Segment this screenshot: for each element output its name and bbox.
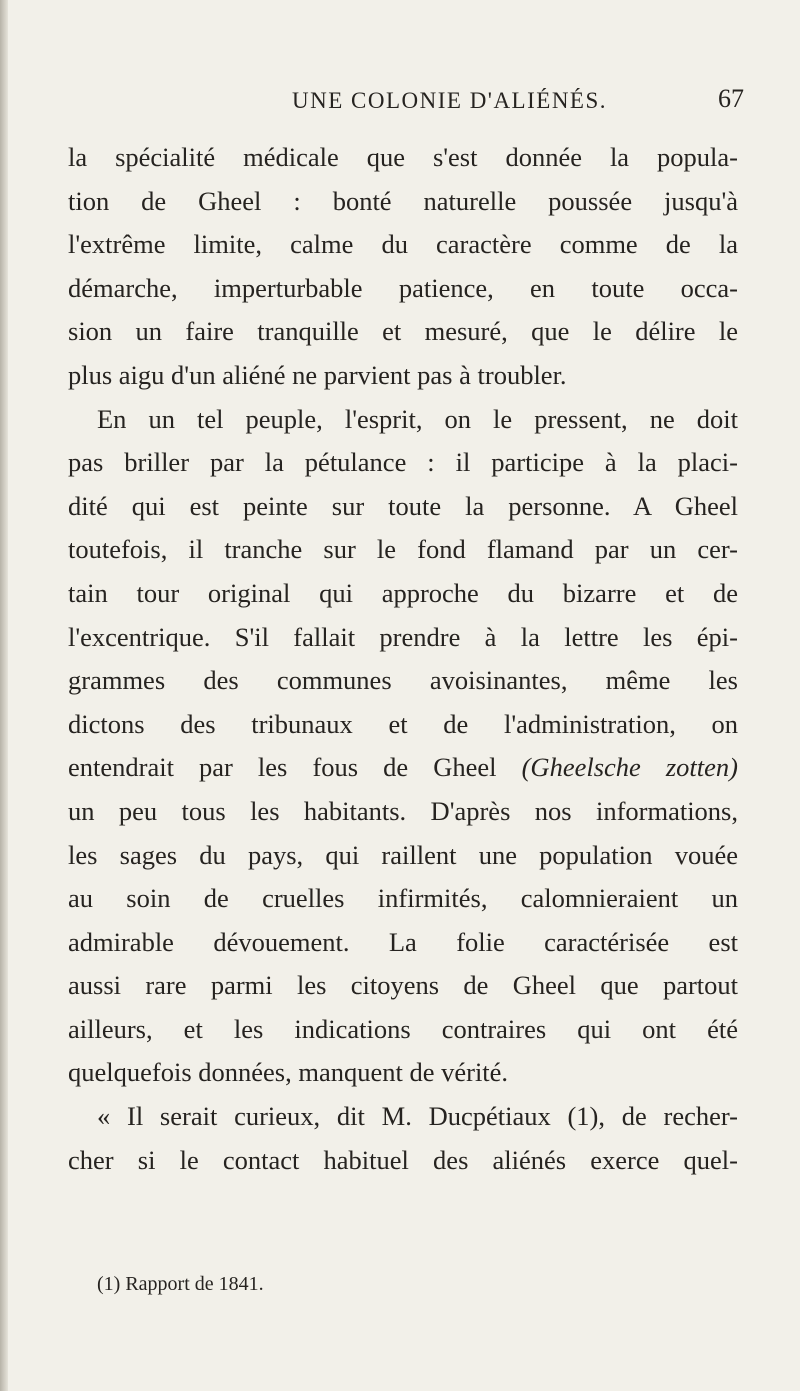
text-line: aussi rare parmi les citoyens de Gheel que partout: [68, 970, 738, 1001]
text-line: la spécialité médicale que s'est donnée la popula-: [68, 142, 738, 172]
text-line: sion un faire tranquille et mesuré, que le délire le: [68, 316, 738, 347]
text-line: l'extrême limite, calme du caractère comme de la: [68, 229, 738, 260]
text-line: les sages du pays, qui raillent une population vouée: [68, 839, 738, 870]
text-line: cher si le contact habituel des aliénés exerce quel-: [68, 1144, 738, 1175]
text-line: un peu tous les habitants. D'après nos informations,: [68, 795, 738, 826]
text-line: au soin de cruelles infirmités, calomnieraient un: [68, 883, 738, 914]
italic-phrase: (Gheelsche zotten): [521, 752, 738, 783]
text-line: ailleurs, et les indications contraires qui ont été: [68, 1013, 738, 1044]
text-line: démarche, imperturbable patience, en toute occa-: [68, 272, 738, 303]
text-line: tion de Gheel : bonté naturelle poussée jusqu'à: [68, 185, 738, 216]
running-title: UNE COLONIE D'ALIÉNÉS.: [292, 88, 608, 113]
paragraph-end-line: plus aigu d'un aliéné ne parvient pas à troubler.: [68, 359, 567, 390]
text-line: grammes des communes avoisinantes, même les: [68, 665, 738, 696]
page-number: 67: [718, 84, 744, 113]
text-line-with-italic: [68, 746, 738, 790]
text-line: dictons des tribunaux et de l'administration, on: [68, 708, 738, 739]
text-line: dité qui est peinte sur toute la personne. A Gheel: [68, 490, 738, 521]
paragraph-start-line: En un tel peuple, l'esprit, on le pressent, ne doit: [97, 403, 738, 434]
text-line: l'excentrique. S'il fallait prendre à la lettre les épi-: [68, 621, 738, 652]
paragraph-start-line: « Il serait curieux, dit M. Ducpétiaux (1), de recher-: [97, 1101, 738, 1132]
text-line: pas briller par la pétulance : il participe à la placi-: [68, 447, 738, 478]
body-text: [68, 136, 738, 1182]
text-line: admirable dévouement. La folie caractérisée est: [68, 926, 738, 957]
running-head: [60, 84, 744, 124]
page-binding-edge: [0, 0, 8, 1391]
paragraph-end-line: quelquefois données, manquent de vérité.: [68, 1057, 509, 1088]
footnote: (1) Rapport de 1841.: [97, 1273, 264, 1295]
text-segment: entendrait par les fous de Gheel: [68, 752, 497, 783]
text-line: tain tour original qui approche du bizarre et de: [68, 577, 738, 608]
text-line: toutefois, il tranche sur le fond flamand par un cer-: [68, 534, 738, 565]
